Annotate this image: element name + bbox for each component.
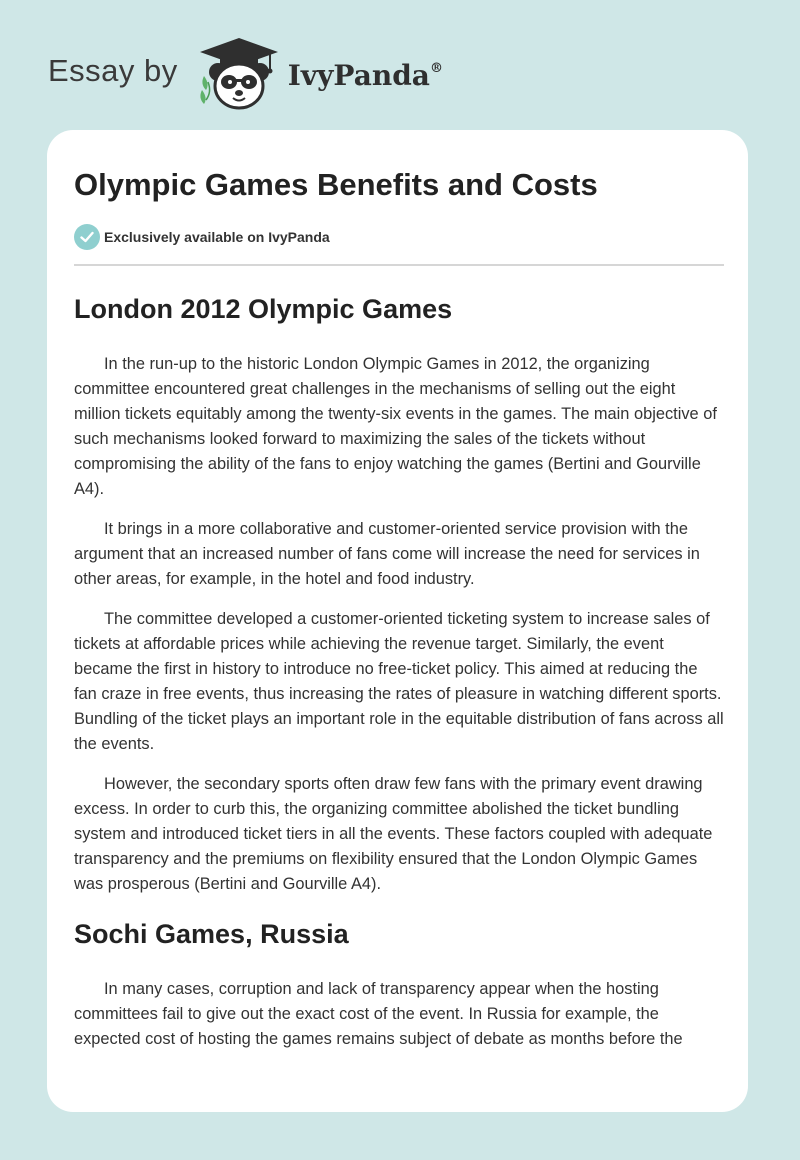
ivypanda-logo-icon[interactable] — [196, 36, 282, 112]
section-heading-london: London 2012 Olympic Games — [74, 294, 453, 324]
title-divider — [74, 264, 724, 266]
registered-mark: ® — [429, 60, 443, 76]
brand-name — [288, 59, 443, 92]
essay-by-label: Essay by — [48, 53, 178, 88]
paragraph: In many cases, corruption and lack of transparency appear when the hosting committees fail to give out the exact cost of the event. In Russia for example, the expected cost of hosting the games remains subject of debate as months before the — [74, 980, 683, 1048]
exclusive-text: Exclusively available on IvyPanda — [104, 229, 330, 245]
paragraph: However, the secondary sports often draw few fans with the primary event drawing excess. In order to curb this, the organizing committee abolished the ticket bundling system and introduced ticket tiers in all the events. These factors coupled with adequate transparency and the premiums on flexibility ensured that the London Olympic Games was prosperous (Bertini and Gourville A4). — [74, 775, 713, 893]
article-title: Olympic Games Benefits and Costs — [74, 167, 598, 202]
paragraph: It brings in a more collaborative and customer-oriented service provision with the argument that an increased number of fans come will increase the need for services in other areas, for example, in the hotel and food industry. — [74, 520, 700, 588]
article-card — [47, 130, 748, 1112]
check-icon — [74, 224, 100, 250]
paragraph: In the run-up to the historic London Olympic Games in 2012, the organizing committee encountered great challenges in the mechanisms of selling out the eight million tickets equitably among the twenty-six events in the games. The main objective of such mechanisms looked forward to maximizing the sales of the tickets without compromising the ability of the fans to enjoy watching the games (Bertini and Gourville A4). — [74, 355, 717, 498]
section-heading-sochi: Sochi Games, Russia — [74, 919, 349, 949]
brand-text: IvyPanda — [287, 58, 430, 92]
article-content — [74, 130, 724, 1052]
paragraph: The committee developed a customer-oriented ticketing system to increase sales of tickets at affordable prices while achieving the revenue target. Similarly, the event became the first in history to introduce no free-ticket policy. This aimed at reducing the fan craze in free events, thus increasing the rates of pleasure in watching different sports. Bundling of the ticket plays an important role in the equitable distribution of fans across all the events. — [74, 610, 724, 753]
site-header — [48, 34, 443, 114]
exclusive-badge — [74, 224, 724, 250]
